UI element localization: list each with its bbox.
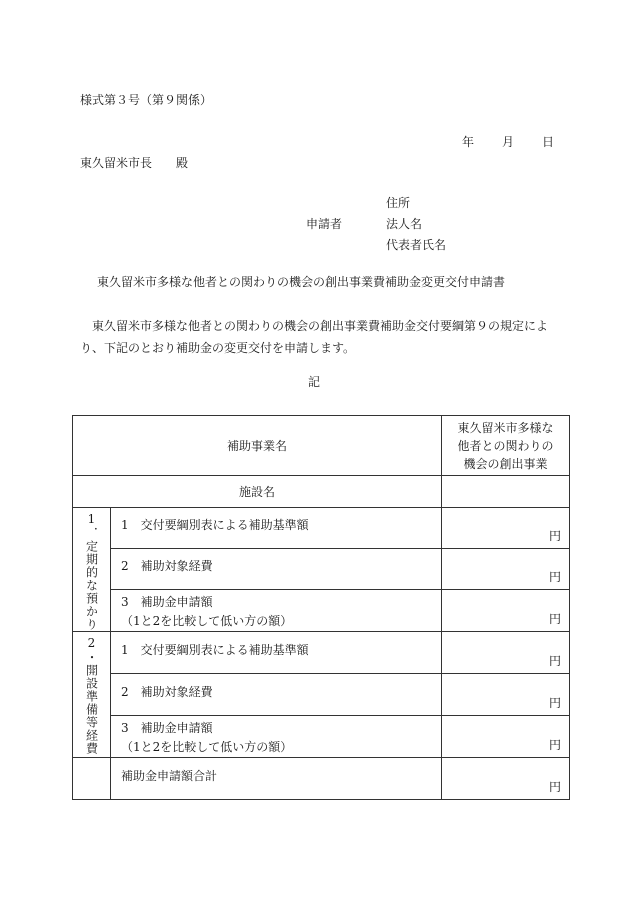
empty-cell xyxy=(73,758,111,800)
amount-cell[interactable] xyxy=(442,674,570,716)
table-row-total xyxy=(73,758,570,800)
yen-unit: 円 xyxy=(549,780,562,794)
section1-label: 1．定期的な預かり xyxy=(84,512,99,631)
addressee: 東久留米市長 殿 xyxy=(80,156,189,170)
table-cell-item xyxy=(111,759,441,799)
item-label: 1 交付要綱別表による補助基準額 xyxy=(121,518,309,532)
date-month[interactable]: 月 xyxy=(502,135,515,149)
item-label: 1 交付要綱別表による補助基準額 xyxy=(121,642,309,657)
date-line xyxy=(462,134,554,150)
table-cell-item xyxy=(111,549,441,589)
amount-cell[interactable] xyxy=(442,549,570,590)
amount-cell[interactable] xyxy=(442,590,570,632)
amount-cell[interactable] xyxy=(442,508,570,549)
project-value-line: 他者との関わりの xyxy=(457,438,554,453)
table-row xyxy=(73,716,570,758)
table-cell-item xyxy=(111,508,441,548)
yen-unit: 円 xyxy=(549,570,562,584)
item-label: 2 補助対象経費 xyxy=(121,559,213,573)
total-label: 補助金申請額合計 xyxy=(121,768,218,783)
table-cell-item xyxy=(111,633,441,673)
address-field[interactable]: 住所 xyxy=(386,196,411,210)
total-amount-cell[interactable] xyxy=(442,758,570,800)
item-label xyxy=(121,719,292,757)
section2-label: 2・開設準備等経費 xyxy=(84,636,99,755)
item-label xyxy=(121,593,292,631)
applicant-label: 申請者 xyxy=(306,217,343,231)
yen-unit: 円 xyxy=(549,612,562,626)
table-row xyxy=(73,508,570,549)
project-label: 補助事業名 xyxy=(73,416,442,476)
yen-unit: 円 xyxy=(549,529,562,543)
amount-cell[interactable] xyxy=(442,716,570,758)
corporate-name-field[interactable]: 法人名 xyxy=(386,217,423,231)
form-number: 様式第３号（第９関係） xyxy=(80,93,213,107)
document-title: 東久留米市多様な他者との関わりの機会の創出事業費補助金変更交付申請書 xyxy=(97,275,506,289)
item-label-line1: 3 補助金申請額 xyxy=(121,720,213,735)
date-day[interactable]: 日 xyxy=(542,135,555,149)
table-cell-item xyxy=(111,675,441,715)
body-text: 東久留米市多様な他者との関わりの機会の創出事業費補助金交付要綱第９の規定により、下記のとおり補助金の変更交付を申請します。 xyxy=(80,319,549,355)
date-year[interactable]: 年 xyxy=(462,135,475,149)
representative-field[interactable]: 代表者氏名 xyxy=(386,238,447,252)
table-row xyxy=(73,549,570,590)
subsidy-table xyxy=(72,415,570,800)
table-row-facility xyxy=(73,476,570,508)
project-value-line: 東久留米市多様な xyxy=(457,420,554,435)
table-row xyxy=(73,674,570,716)
yen-unit: 円 xyxy=(549,738,562,752)
project-value-line: 機会の創出事業 xyxy=(463,456,548,471)
ki-heading: 記 xyxy=(308,375,321,389)
facility-value-cell[interactable] xyxy=(442,476,570,508)
table-row-project xyxy=(73,416,570,476)
yen-unit: 円 xyxy=(549,654,562,668)
item-label-line2: （1と2を比較して低い方の額） xyxy=(121,739,293,754)
item-label-line2: （1と2を比較して低い方の額） xyxy=(121,613,293,628)
facility-label: 施設名 xyxy=(73,476,442,508)
table-row xyxy=(73,632,570,674)
project-value xyxy=(442,416,570,476)
item-label: 2 補助対象経費 xyxy=(121,684,213,699)
section1-label-cell xyxy=(73,508,111,632)
amount-cell[interactable] xyxy=(442,632,570,674)
item-label-line1: 3 補助金申請額 xyxy=(121,594,213,609)
table-cell-item xyxy=(111,717,441,757)
section2-label-cell xyxy=(73,632,111,758)
table-cell-item xyxy=(111,591,441,631)
table-row xyxy=(73,590,570,632)
yen-unit: 円 xyxy=(549,696,562,710)
